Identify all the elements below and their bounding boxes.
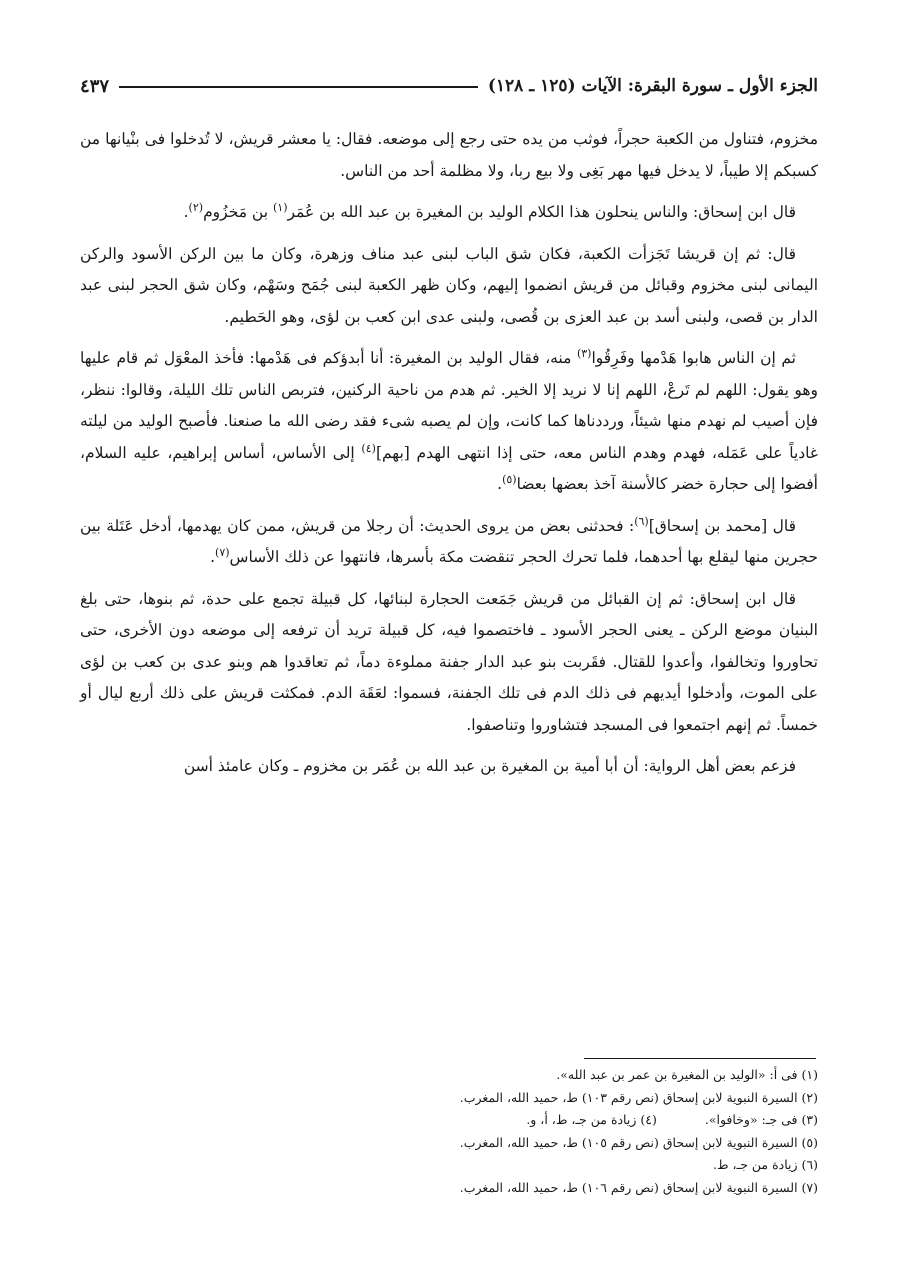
paragraph	[80, 751, 818, 783]
paragraph-text: قال [محمد بن إسحاق]	[648, 516, 796, 535]
paragraph-text: قال ابن إسحاق: والناس ينحلون هذا الكلام الوليد بن المغيرة بن عبد الله بن عُمَر	[287, 203, 796, 221]
footnote: (٢) السيرة النبوية لابن إسحاق (نص رقم ١٠٣) ط، حميد الله، المغرب.	[459, 1089, 818, 1105]
paragraph-text: : فحدثنى بعض من يروى الحديث: أن رجلا من قريش، ممن كان يهدمها، أدخل عَتَلة بين حجرين منها ليقلع بها أحدهما، فلما تحرك الحجر تنقضت مكة بأسرها، فانتهوا عن ذلك الأساس	[80, 516, 818, 566]
footnote-line	[80, 1109, 818, 1132]
paragraph-text: .	[210, 548, 216, 566]
footnote-separator	[584, 1058, 816, 1059]
paragraph	[80, 197, 818, 229]
footnote: (٦) زيادة من جـ، ط.	[713, 1157, 818, 1172]
footnote-reference: (٦)	[634, 514, 649, 528]
footnote-reference: (٢)	[188, 200, 204, 214]
paragraph-text: قال ابن إسحاق: ثم إن القبائل من قريش جَمَعت الحجارة لبنائها، كل قبيلة تجمع على حدة، ثم بنوها، حتى بلغ البنيان موضع الركن ـ يعنى الحجر الأسود ـ فاختصموا فيه، كل قبيلة تريد أن ترفعه إلى موضعه دون الأخرى، حتى تحاوروا وتخالفوا، وأعدوا للقتال. فقَربت بنو عبد الدار جفنة مملوءة دماً، ثم تعاقدوا هم وبنو عدى بن كعب بن لؤى على الموت، وأدخلوا أيديهم فى ذلك الدم فى تلك الجفنة، فسموا: لعَقَة الدم. فمكثت قريش على ذلك أربع ليال أو خمساً. ثم إنهم اجتمعوا فى المسجد فتشاوروا وتناصفوا.	[80, 589, 818, 734]
paragraph-text: مخزوم، فتناول من الكعبة حجراً، فوثب من يده حتى رجع إلى موضعه. فقال: يا معشر قريش، لا تُدخلوا فى بنْيانها من كسبكم إلا طيباً، لا يدخل فيها مهر بَغِى ولا بيع ربا، ولا مظلمة أحد من الناس.	[80, 130, 818, 180]
footnote-reference: (٣)	[576, 346, 592, 360]
footnote-line	[80, 1087, 818, 1110]
footnote-line	[80, 1064, 818, 1087]
footnote: (٣) فى جـ: «وخافوا».	[704, 1112, 818, 1127]
paragraph	[80, 584, 818, 742]
running-header	[80, 66, 818, 106]
footnote-line	[80, 1132, 818, 1155]
paragraph	[80, 511, 818, 574]
paragraph-text: .	[183, 203, 189, 221]
paragraph-text: فزعم بعض أهل الرواية: أن أبا أمية بن المغيرة بن عبد الله بن عُمَر بن مخزوم ـ وكان عامئذ أسن	[183, 757, 796, 775]
footnote-reference: (٧)	[215, 545, 230, 559]
paragraph-text: .	[497, 475, 503, 493]
paragraph	[80, 124, 818, 187]
footnote-line	[80, 1154, 818, 1177]
footnotes	[80, 1064, 818, 1199]
paragraph-text: بن مَخزُوم	[203, 203, 273, 221]
paragraph-text: قال: ثم إن قريشا تَجَزأت الكعبة، فكان شق الباب لبنى عبد مناف وزهرة، وكان ما بين الركن الأسود والركن اليمانى لبنى مخزوم وقبائل من قريش انضموا إليهم، وكان ظهر الكعبة لبنى جُمَح وسَهْم، وكان شق الحجر لبنى عبد الدار بن قصى، ولبنى أسد بن عبد العزى بن قُصى، ولبنى عدى ابن كعب بن لؤى، وهو الحَطيم.	[80, 244, 818, 326]
footnote-line	[80, 1177, 818, 1200]
page-number: ٤٣٧	[80, 75, 110, 97]
paragraph	[80, 239, 818, 334]
footnote: (٥) السيرة النبوية لابن إسحاق (نص رقم ١٠٥) ط، حميد الله، المغرب.	[459, 1134, 818, 1150]
paragraph	[80, 343, 818, 501]
footnote-reference: (٤)	[361, 441, 376, 455]
header-title: الجزء الأول ـ سورة البقرة: الآيات (١٢٥ ـ ١٢٨)	[487, 76, 818, 96]
footnote-reference: (٥)	[502, 472, 517, 486]
footnote-reference: (١)	[272, 200, 288, 214]
main-text	[80, 124, 818, 793]
footnote: (١) فى أ: «الوليد بن المغيرة بن عمر بن عبد الله».	[556, 1067, 818, 1082]
footnote: (٧) السيرة النبوية لابن إسحاق (نص رقم ١٠٦) ط، حميد الله، المغرب.	[459, 1179, 818, 1195]
paragraph-text: إلى الأساس، أساس إبراهيم، عليه السلام، أفضوا إلى حجارة خضر كالأسنة آخذ بعضها بعضا	[80, 443, 818, 493]
paragraph-text: منه، فقال الوليد بن المغيرة: أنا أبدؤكم فى هَدْمها: فأخذ المعْوَل ثم قام عليها وهو يقول: اللهم لم تَرعْ، اللهم إنا لا نريد إلا الخير. ثم هدم من ناحية الركنين، فتربص الناس تلك الليلة، وقالوا: ننظر، فإن أصيب لم نهدم منها شيئاً، ورددناها كما كانت، وإن لم يصبه شىء فقد رضى الله ما صنعنا. فأصبح الوليد من ليلته غادياً على عَمَله، فهدم وهدم الناس معه، حتى إذا انتهى الهدم [بهم]	[80, 349, 818, 462]
header-rule	[119, 86, 478, 88]
footnote: (٤) زيادة من جـ، ط، أ، و.	[526, 1112, 657, 1127]
paragraph-text: ثم إن الناس هابوا هَدْمها وفَرِقُوا	[591, 349, 796, 367]
